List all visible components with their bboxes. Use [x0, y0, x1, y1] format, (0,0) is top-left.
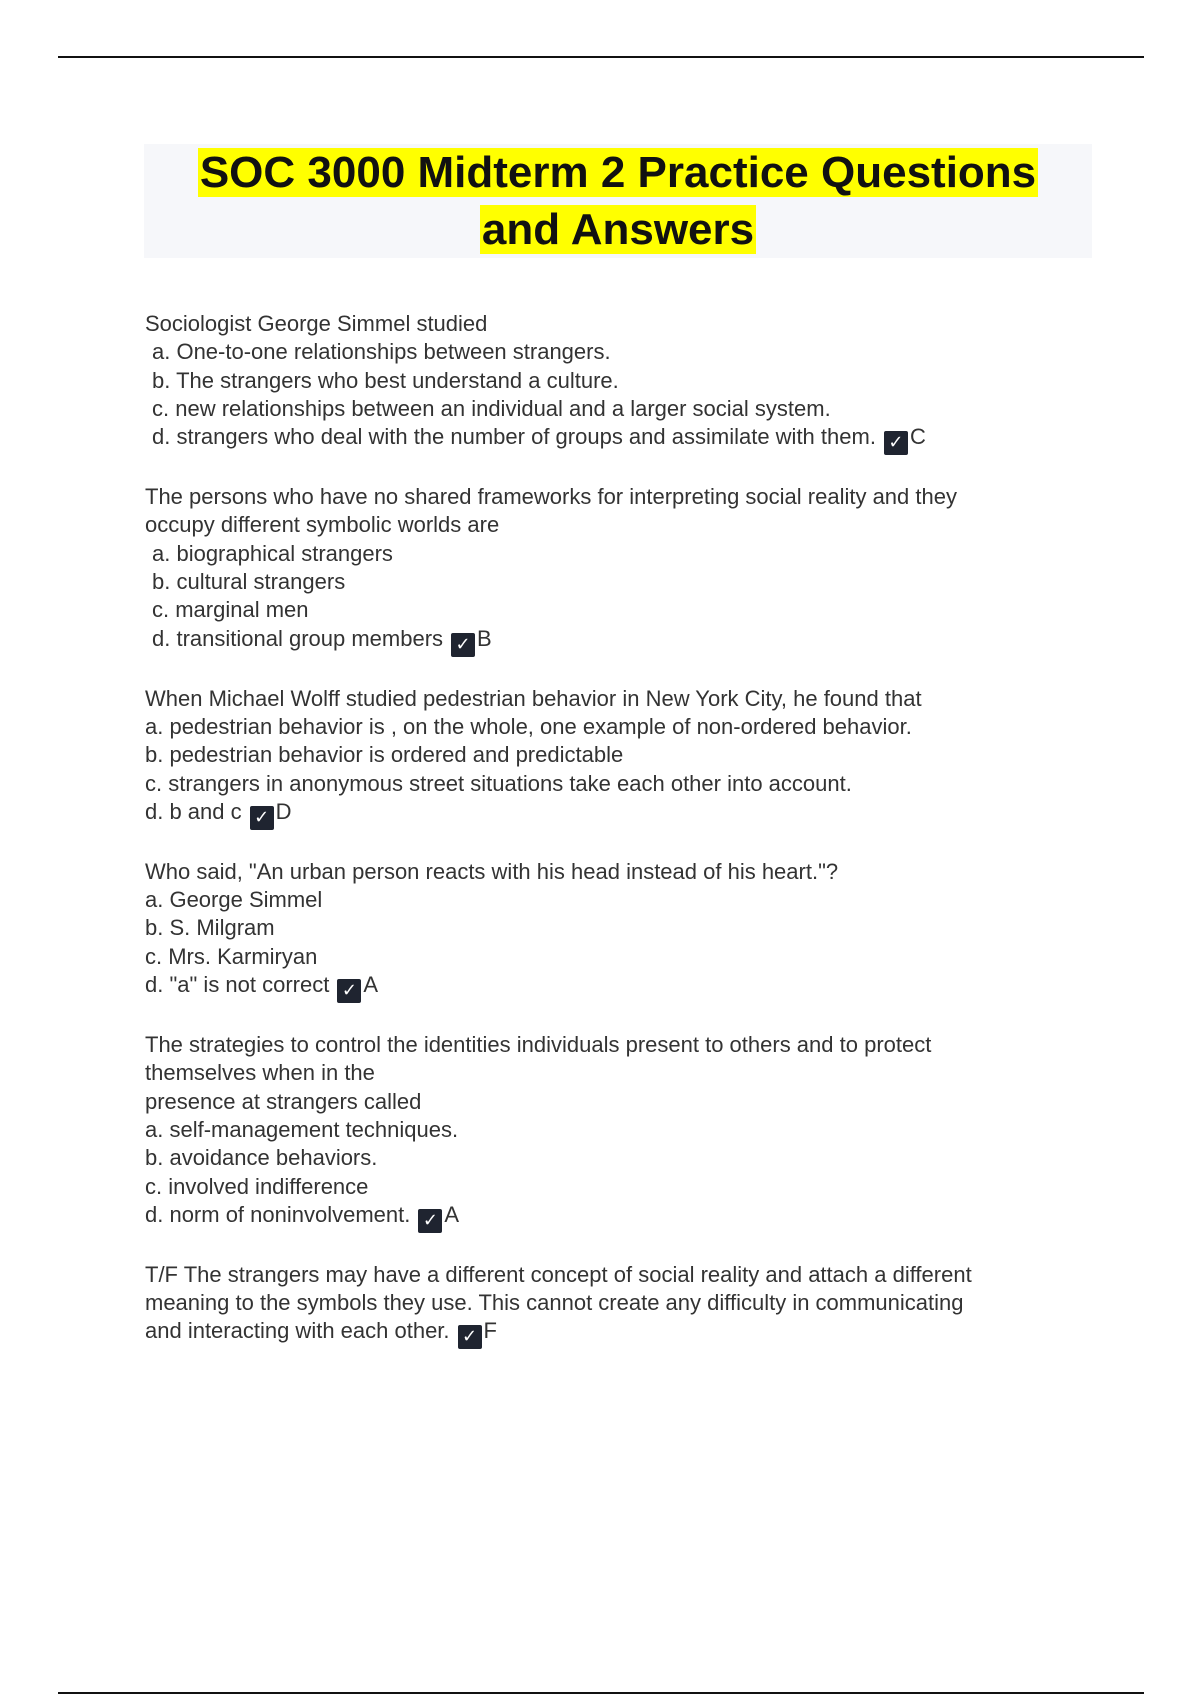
answer-option [145, 1144, 1105, 1172]
line-text: b. avoidance behaviors. [145, 1145, 378, 1171]
line-text: T/F The strangers may have a different concept of social reality and attach a different [145, 1261, 972, 1287]
answer-option [145, 943, 1105, 971]
line-text: b. pedestrian behavior is ordered and predictable [145, 742, 624, 768]
answer-option [145, 741, 1105, 769]
answer-option [145, 625, 1105, 657]
title-line-1: SOC 3000 Midterm 2 Practice Questions [199, 148, 1037, 197]
line-text: c. Mrs. Karmiryan [145, 943, 318, 969]
page-title [144, 144, 1092, 258]
question-text [145, 1261, 1105, 1289]
answer-option [145, 423, 1105, 455]
checkmark-icon: ✓ [451, 633, 475, 657]
line-text: d. strangers who deal with the number of groups and assimilate with them. [152, 424, 876, 450]
answer-option [145, 1201, 1105, 1233]
correct-answer: C [909, 424, 926, 450]
answer-option [145, 540, 1105, 568]
answer-option [145, 914, 1105, 942]
line-text: The strategies to control the identities individuals present to others and to protect [145, 1032, 932, 1058]
questions-list [145, 310, 1105, 1377]
line-text: a. George Simmel [145, 887, 323, 913]
line-text: Sociologist George Simmel studied [145, 311, 488, 336]
answer-option [145, 596, 1105, 624]
line-text: b. cultural strangers [152, 569, 346, 595]
checkmark-icon: ✓ [884, 431, 908, 455]
line-text: d. norm of noninvolvement. [145, 1201, 411, 1227]
question-text [145, 1289, 1105, 1317]
question-text [145, 1317, 1105, 1349]
line-text: meaning to the symbols they use. This cannot create any difficulty in communicating [145, 1290, 964, 1316]
question-block [145, 483, 1105, 656]
answer-option [145, 770, 1105, 798]
correct-answer: B [477, 625, 492, 651]
title-line-2: and Answers [481, 205, 755, 254]
correct-answer: A [444, 1201, 460, 1227]
question-block [145, 1031, 1105, 1233]
top-rule [58, 56, 1144, 58]
question-text [145, 310, 1105, 338]
line-text: d. b and c [145, 798, 242, 824]
checkmark-icon: ✓ [250, 806, 274, 830]
answer-option [145, 1173, 1105, 1201]
line-text: d. "a" is not correct [145, 972, 330, 998]
answer-option [145, 713, 1105, 741]
correct-answer: F [483, 1318, 497, 1344]
line-text: a. pedestrian behavior is , on the whole, one example of non-ordered behavior. [145, 713, 912, 739]
line-text: c. involved indifference [145, 1173, 369, 1199]
question-block [145, 1261, 1105, 1350]
question-text [145, 1088, 1105, 1116]
line-text: c. strangers in anonymous street situations take each other into account. [145, 770, 852, 796]
checkmark-icon: ✓ [458, 1325, 482, 1349]
line-text: a. biographical strangers [152, 540, 393, 566]
line-text: and interacting with each other. [145, 1318, 450, 1344]
line-text: b. S. Milgram [145, 915, 275, 941]
question-text [145, 858, 1105, 886]
question-text [145, 1031, 1105, 1059]
line-text: d. transitional group members [152, 625, 444, 651]
correct-answer: A [363, 972, 379, 998]
bottom-rule [58, 1692, 1144, 1694]
line-text: The persons who have no shared frameworks for interpreting social reality and they [145, 484, 957, 510]
line-text: a. One-to-one relationships between strangers. [152, 339, 611, 365]
answer-option [145, 798, 1105, 830]
question-text [145, 483, 1105, 511]
correct-answer: D [275, 798, 292, 824]
question-text [145, 511, 1105, 539]
line-text: Who said, "An urban person reacts with his head instead of his heart."? [145, 858, 839, 884]
line-text: c. new relationships between an individual and a larger social system. [152, 395, 831, 421]
answer-option [145, 338, 1105, 366]
answer-option [145, 367, 1105, 395]
question-text [145, 1059, 1105, 1087]
question-block [145, 858, 1105, 1003]
line-text: c. marginal men [152, 597, 309, 623]
line-text: presence at strangers called [145, 1088, 422, 1114]
line-text: themselves when in the [145, 1060, 375, 1086]
question-block [145, 685, 1105, 830]
line-text: b. The strangers who best understand a culture. [152, 367, 619, 393]
answer-option [145, 886, 1105, 914]
line-text: When Michael Wolff studied pedestrian behavior in New York City, he found that [145, 685, 922, 711]
answer-option [145, 1116, 1105, 1144]
answer-option [145, 395, 1105, 423]
answer-option [145, 568, 1105, 596]
line-text: occupy different symbolic worlds are [145, 512, 500, 538]
question-text [145, 685, 1105, 713]
question-block [145, 310, 1105, 455]
checkmark-icon: ✓ [337, 979, 361, 1003]
checkmark-icon: ✓ [418, 1209, 442, 1233]
line-text: a. self-management techniques. [145, 1116, 459, 1142]
answer-option [145, 971, 1105, 1003]
